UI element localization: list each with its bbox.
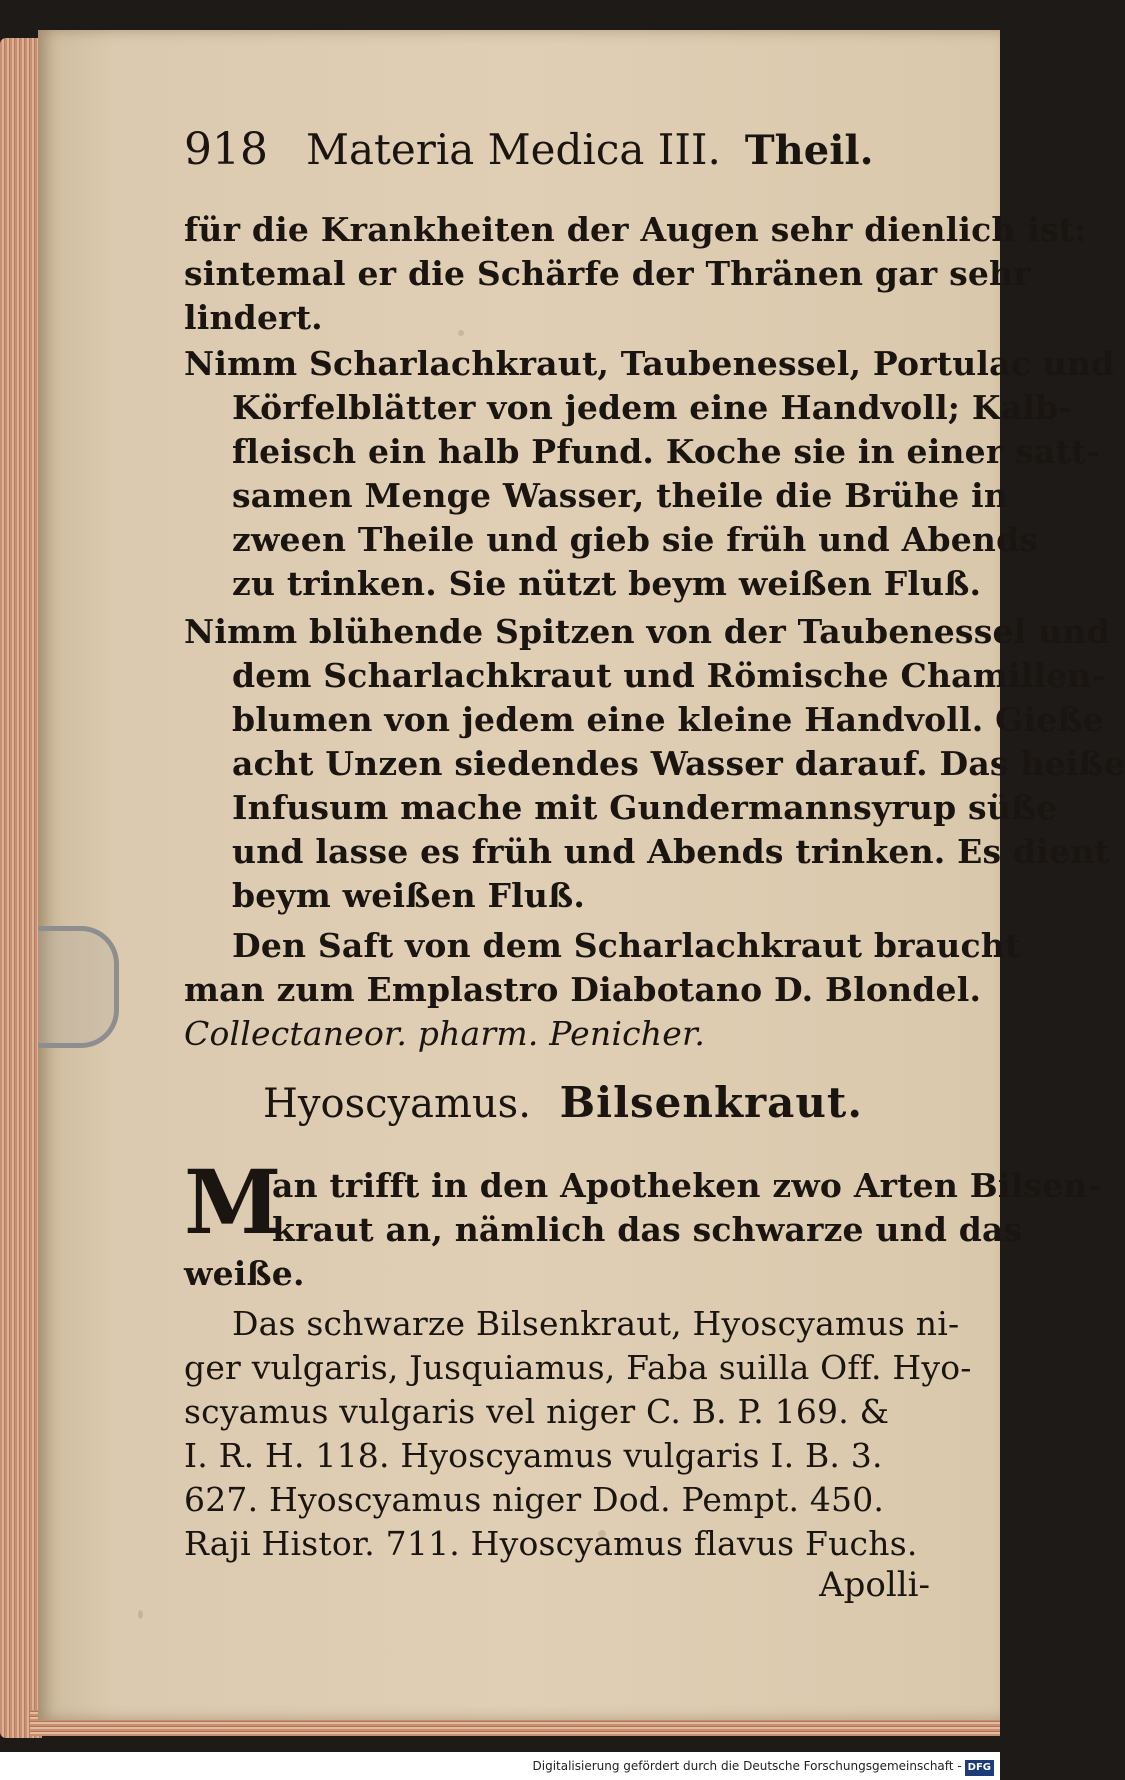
text-line: und lasse es früh und Abends trinken. Es dient bbox=[232, 832, 1110, 871]
text-line: sintemal er die Schärfe der Thränen gar sehr bbox=[184, 254, 1031, 293]
section-heading bbox=[184, 1078, 942, 1127]
section-heading-german: Bilsenkraut. bbox=[559, 1078, 863, 1127]
text-line: an trifft in den Apotheken zwo Arten Bilsen- bbox=[272, 1166, 1102, 1205]
running-title-part: Theil. bbox=[744, 127, 874, 174]
text-line: lindert. bbox=[184, 298, 323, 337]
text-line: Nimm Scharlachkraut, Taubenessel, Portulac und bbox=[184, 344, 1115, 383]
footer-text: Digitalisierung gefördert durch die Deutsche Forschungsgemeinschaft - bbox=[532, 1759, 962, 1773]
text-line: Infusum mache mit Gundermannsyrup süße bbox=[232, 788, 1058, 827]
page-number: 918 bbox=[184, 124, 268, 175]
dfg-logo-icon: DFG bbox=[965, 1760, 994, 1776]
text-line: Das schwarze Bilsenkraut, Hyoscyamus ni- bbox=[232, 1304, 960, 1343]
text-line: ger vulgaris, Jusquiamus, Faba suilla Off. Hyo- bbox=[184, 1348, 972, 1387]
text-line: zween Theile und gieb sie früh und Abends bbox=[232, 520, 1039, 559]
text-line: dem Scharlachkraut und Römische Chamillen- bbox=[232, 656, 1106, 695]
text-line: beym weißen Fluß. bbox=[232, 876, 586, 915]
paper-spot bbox=[458, 330, 464, 336]
text-line: Den Saft von dem Scharlachkraut braucht bbox=[232, 926, 1021, 965]
text-line: Körfelblätter von jedem eine Handvoll; Kalb- bbox=[232, 388, 1073, 427]
page-clip bbox=[38, 926, 119, 1048]
running-title: Materia Medica III. bbox=[305, 125, 721, 174]
section-heading-latin: Hyoscyamus. bbox=[263, 1081, 531, 1127]
text-line: samen Menge Wasser, theile die Brühe in bbox=[232, 476, 1009, 515]
text-line: scyamus vulgaris vel niger C. B. P. 169. & bbox=[184, 1392, 890, 1431]
text-line: Nimm blühende Spitzen von der Taubenessel und bbox=[184, 612, 1110, 651]
catchword: Apolli- bbox=[819, 1565, 930, 1605]
text-line: Raji Histor. 711. Hyoscyamus flavus Fuchs. bbox=[184, 1524, 918, 1563]
text-line: blumen von jedem eine kleine Handvoll. Gieße bbox=[232, 700, 1104, 739]
footer-credit bbox=[0, 1752, 1000, 1780]
book-page bbox=[38, 30, 1125, 1720]
text-line: 627. Hyoscyamus niger Dod. Pempt. 450. bbox=[184, 1480, 885, 1519]
drop-cap: M bbox=[184, 1150, 282, 1254]
text-line: man zum Emplastro Diabotano D. Blondel. bbox=[184, 970, 982, 1009]
running-head bbox=[184, 124, 874, 175]
text-line: zu trinken. Sie nützt beym weißen Fluß. bbox=[232, 564, 982, 603]
paper-spot bbox=[138, 1610, 143, 1619]
page-edge-left bbox=[0, 38, 42, 1738]
text-line: I. R. H. 118. Hyoscyamus vulgaris I. B. 3. bbox=[184, 1436, 883, 1475]
text-line: für die Krankheiten der Augen sehr dienlich ist: bbox=[184, 210, 1087, 249]
text-line: fleisch ein halb Pfund. Koche sie in einer satt- bbox=[232, 432, 1101, 471]
text-line: weiße. bbox=[184, 1254, 305, 1293]
text-line: kraut an, nämlich das schwarze und das bbox=[272, 1210, 1023, 1249]
text-line: acht Unzen siedendes Wasser darauf. Das heiße bbox=[232, 744, 1125, 783]
text-line-citation: Collectaneor. pharm. Penicher. bbox=[184, 1014, 706, 1053]
